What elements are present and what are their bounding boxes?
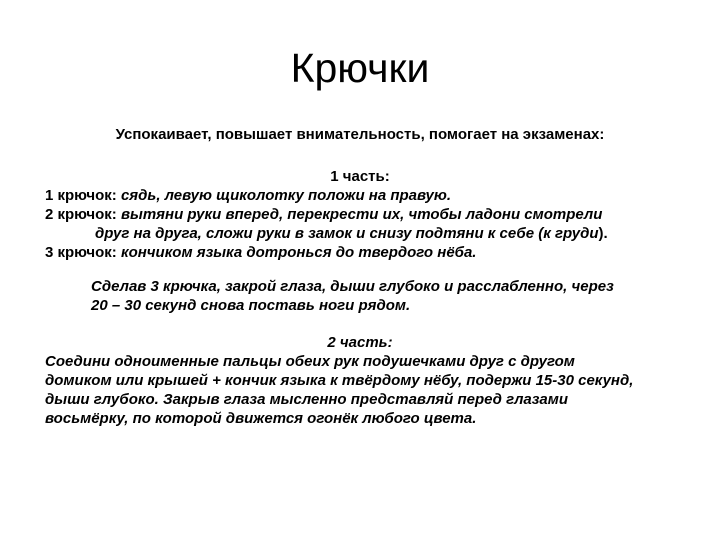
part2-line-2: домиком или крышей + кончик языка к твёрдому нёбу, подержи 15-30 секунд, bbox=[45, 372, 634, 389]
step-1-label: 1 крючок: bbox=[45, 187, 117, 204]
part2-heading: 2 часть: bbox=[327, 334, 393, 351]
step-3-label: 3 крючок: bbox=[45, 244, 117, 261]
step-1 bbox=[45, 186, 705, 205]
step-2-text-line2-end: ). bbox=[598, 225, 608, 242]
part1-steps bbox=[45, 186, 705, 262]
subtitle: Успокаивает, повышает внимательность, помогает на экзаменах: bbox=[115, 126, 605, 143]
step-3 bbox=[45, 243, 705, 262]
part1-note bbox=[91, 277, 691, 315]
step-2-continuation bbox=[45, 224, 705, 243]
step-2 bbox=[45, 205, 705, 224]
page-title: Крючки bbox=[290, 45, 430, 91]
part2-line-1: Соедини одноименные пальцы обеих рук подушечками друг с другом bbox=[45, 353, 575, 370]
step-2-text-line1: вытяни руки вперед, перекрести их, чтобы ладони смотрели bbox=[120, 206, 603, 223]
step-2-label: 2 крючок: bbox=[45, 206, 117, 223]
note-line-2: 20 – 30 секунд снова поставь ноги рядом. bbox=[91, 297, 411, 314]
part2-line-3: дыши глубоко. Закрыв глаза мысленно представляй перед глазами bbox=[45, 391, 569, 408]
note-line-1: Сделав 3 крючка, закрой глаза, дыши глубоко и расслабленно, через bbox=[91, 278, 614, 295]
step-1-text: сядь, левую щиколотку положи на правую. bbox=[120, 187, 451, 204]
step-2-text-line2: друг на друга, сложи руки в замок и снизу подтяни к себе (к груди bbox=[95, 225, 599, 242]
part2-text bbox=[45, 352, 695, 428]
part2-line-4: восьмёрку, по которой движется огонёк любого цвета. bbox=[45, 410, 477, 427]
part1-heading: 1 часть: bbox=[330, 168, 390, 185]
step-3-text: кончиком языка дотронься до твердого нёба. bbox=[120, 244, 477, 261]
